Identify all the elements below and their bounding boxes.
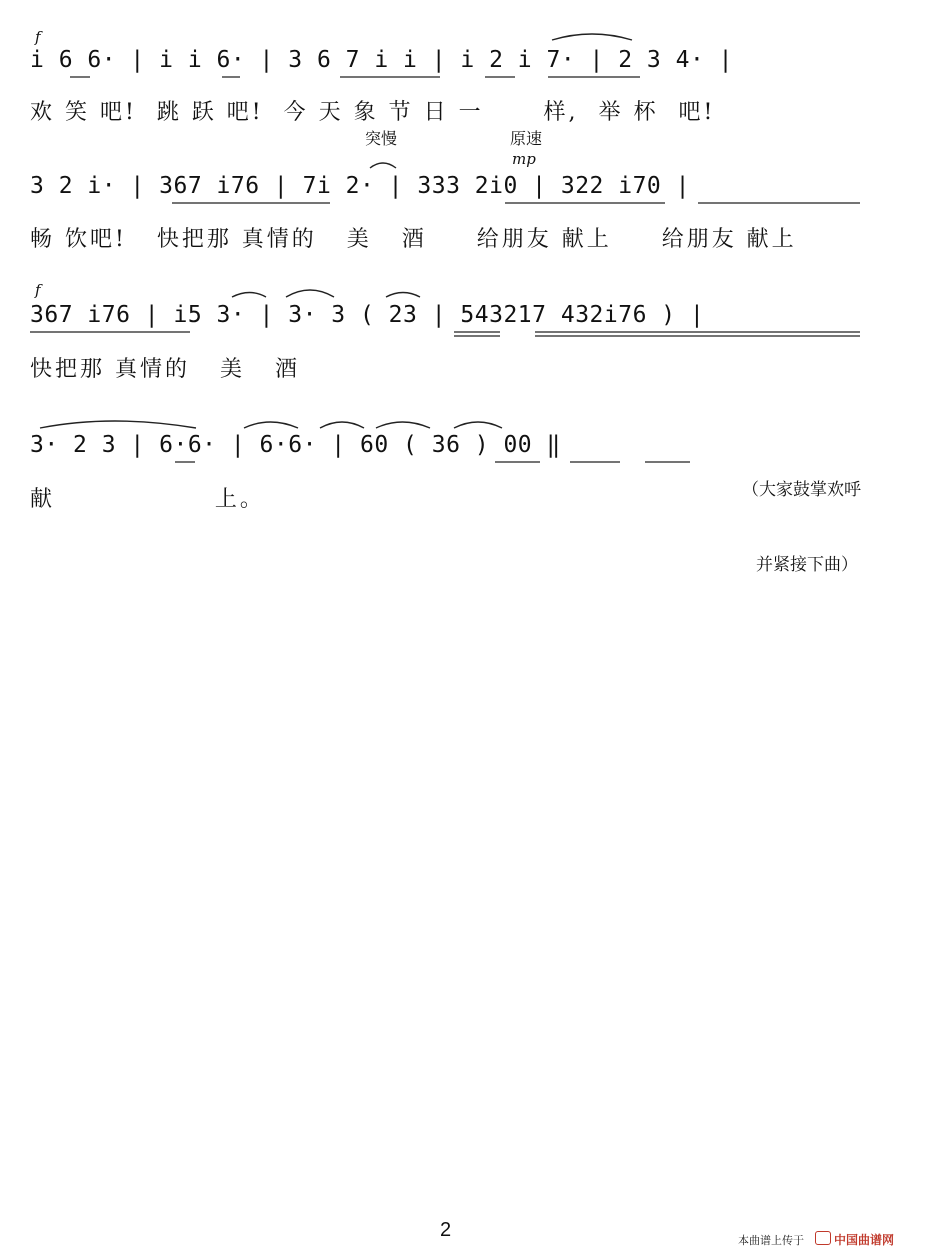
footer-text: 本曲谱上传于: [738, 1235, 804, 1247]
notation-marks: [0, 0, 929, 600]
dynamic-mezzo-piano: mp: [512, 150, 536, 168]
slur-mark: [376, 422, 430, 428]
tie-mark: [286, 290, 334, 297]
lyrics-line-2: 畅 饮吧! 快把那 真情的 美 酒 给朋友 献上 给朋友 献上: [30, 227, 797, 252]
slur-mark: [320, 422, 364, 428]
page-number: 2: [440, 1219, 452, 1241]
slur-mark: [454, 422, 502, 428]
notation-line-1: i 6 6· | i i 6· | 3 6 7 i i | i 2 i 7· | 2 3 4· |: [30, 47, 734, 73]
tie-mark: [40, 421, 196, 428]
lyrics-line-3: 快把那 真情的 美 酒: [30, 357, 300, 382]
site-logo-text: 中国曲谱网: [834, 1233, 895, 1247]
notation-line-2: 3 2 i· | 367 i76 | 7i 2· | 333 2i0 | 322 i70 |: [30, 173, 690, 199]
notation-line-3: 367 i76 | i5 3· | 3· 3 ( 23 | 543217 432i76 ) |: [30, 302, 705, 328]
notation-line-4: 3· 2 3 | 6·6· | 6·6· | 60 ( 36 ) 00 ‖: [30, 432, 561, 458]
slur-mark: [232, 293, 266, 298]
dynamic-forte-1: f: [35, 28, 41, 46]
tempo-mark-slow: 突慢: [365, 129, 398, 148]
tie-mark: [552, 34, 632, 40]
slur-mark: [386, 293, 420, 298]
slur-mark: [370, 163, 396, 168]
dynamic-forte-2: f: [35, 281, 41, 299]
remark-line-1: （大家鼓掌欢呼: [742, 480, 861, 500]
site-logo-icon: [815, 1231, 831, 1245]
tempo-mark-original: 原速: [510, 129, 543, 148]
lyrics-line-1: 欢 笑 吧! 跳 跃 吧! 今 天 象 节 日 一 样, 举 杯 吧!: [30, 100, 716, 125]
slur-mark: [244, 422, 298, 428]
remark-line-2: 并紧接下曲）: [756, 555, 858, 575]
lyrics-line-4: 献 上。: [30, 487, 265, 512]
